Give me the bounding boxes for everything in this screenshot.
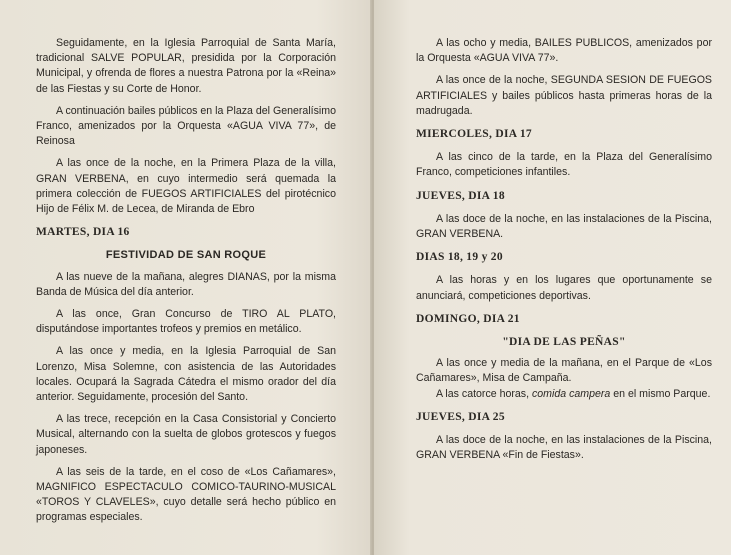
day-heading: MIERCOLES, DIA 17	[416, 128, 532, 141]
paragraph: A las once de la noche, SEGUNDA SESION DE FUEGOS ARTIFICIALES y bailes públicos hasta primeras horas de la madrugada.	[416, 74, 712, 117]
paragraph: A las doce de la noche, en las instalaciones de la Piscina, GRAN VERBENA «Fin de Fiestas».	[416, 434, 712, 462]
right-column	[416, 36, 712, 470]
feast-heading: FESTIVIDAD DE SAN ROQUE	[105, 249, 267, 262]
paragraph: A las once de la noche, en la Primera Plaza de la villa, GRAN VERBENA, en cuyo intermedio será quemada la primera colección de FUEGOS ARTIFICIALES del pirotécnico Hijo de Félix M. de Lecea, de Miranda de Ebro	[36, 157, 336, 216]
left-column	[36, 36, 336, 533]
italic-text: comida campera	[531, 387, 611, 400]
paragraph: A las once y media de la mañana, en el Parque de «Los Cañamares», Misa de Campaña.	[416, 357, 712, 385]
day-heading: DIAS 18, 19 y 20	[416, 251, 503, 264]
day-heading: JUEVES, DIA 18	[416, 189, 505, 202]
day-heading: JUEVES, DIA 25	[416, 410, 505, 423]
subheading: "DIA DE LAS PEÑAS"	[502, 336, 626, 349]
text-run: en el mismo Parque.	[610, 387, 711, 400]
day-heading: DOMINGO, DIA 21	[416, 312, 520, 325]
paragraph: Seguidamente, en la Iglesia Parroquial de Santa María, tradicional SALVE POPULAR, presidida por la Corporación Municipal, y ofrenda de flores a nuestra Patrona por la «Reina» de las Fiestas y su Corte de Honor.	[36, 37, 336, 95]
day-heading: MARTES, DIA 16	[36, 226, 130, 239]
paragraph: A continuación bailes públicos en la Plaza del Generalísimo Franco, amenizados por la Orquesta «AGUA VIVA 77», de Reinosa	[36, 104, 336, 148]
paragraph: A las cinco de la tarde, en la Plaza del Generalísimo Franco, competiciones infantiles.	[416, 151, 712, 179]
right-page	[374, 0, 731, 555]
paragraph: A las seis de la tarde, en el coso de «Los Cañamares», MAGNIFICO ESPECTACULO COMICO-TAURINO-MUSICAL «TOROS Y CLAVELES», cuyo detalle será hecho público en programas especiales.	[36, 465, 336, 524]
paragraph: A las ocho y media, BAILES PUBLICOS, amenizados por la Orquesta «AGUA VIVA 77».	[416, 37, 712, 65]
paragraph: A las trece, recepción en la Casa Consistorial y Concierto Musical, alternando con la suelta de globos grotescos y fuegos japoneses.	[36, 413, 336, 456]
paragraph	[416, 387, 712, 402]
paragraph: A las once y media, en la Iglesia Parroquial de San Lorenzo, Misa Solemne, con asistencia de las Autoridades locales. Ocupará la Sagrada Cátedra el mismo orador del día anterior. Seguidamente, procesión del Santo.	[36, 345, 336, 404]
paragraph: A las horas y en los lugares que oportunamente se anunciará, competiciones deportivas.	[416, 274, 712, 302]
paragraph: A las nueve de la mañana, alegres DIANAS, por la misma Banda de Música del día anterior.	[36, 270, 336, 298]
text-run: A las catorce horas,	[436, 387, 532, 400]
paragraph: A las once, Gran Concurso de TIRO AL PLATO, disputándose importantes trofeos y premios en metálico.	[36, 308, 336, 336]
paragraph: A las doce de la noche, en las instalaciones de la Piscina, GRAN VERBENA.	[416, 212, 712, 241]
